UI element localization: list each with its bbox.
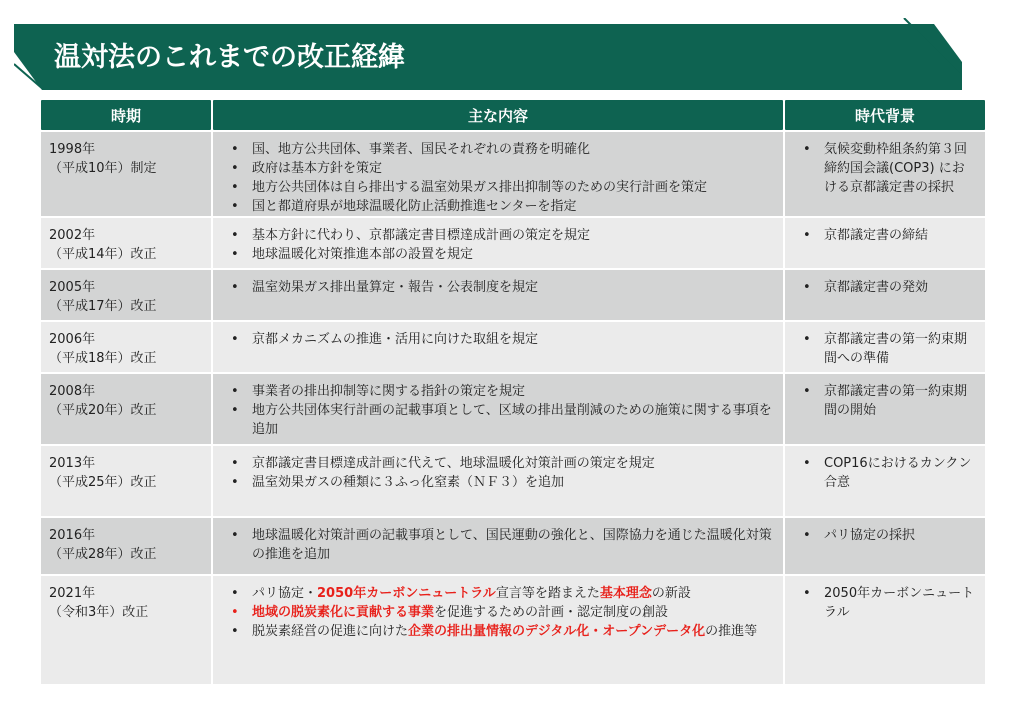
contents-list bbox=[221, 226, 775, 264]
background-list bbox=[793, 382, 977, 420]
period-cell bbox=[41, 374, 211, 444]
table-header-row bbox=[41, 100, 985, 130]
bullet-icon: • bbox=[231, 586, 239, 601]
table-row bbox=[41, 374, 985, 444]
background-item bbox=[793, 584, 977, 622]
contents-text: の推進等 bbox=[705, 624, 758, 639]
period-year: 2005年 bbox=[49, 280, 96, 295]
contents-item bbox=[221, 622, 775, 641]
bullet-icon: • bbox=[231, 403, 239, 418]
background-cell bbox=[785, 518, 985, 574]
period-era: （平成10年）制定 bbox=[49, 161, 157, 176]
background-list bbox=[793, 454, 977, 492]
contents-item bbox=[221, 584, 775, 603]
period-cell bbox=[41, 132, 211, 216]
background-item bbox=[793, 226, 977, 245]
bullet-icon: • bbox=[803, 586, 811, 601]
bullet-icon: • bbox=[231, 384, 239, 399]
bullet-icon: • bbox=[803, 384, 811, 399]
background-text: 2050年カーボンニュートラル bbox=[824, 586, 975, 620]
period-year: 2016年 bbox=[49, 528, 96, 543]
background-cell bbox=[785, 322, 985, 372]
contents-list bbox=[221, 140, 775, 216]
bullet-icon: • bbox=[231, 142, 239, 157]
highlighted-text: 企業の排出量情報のデジタル化・オープンデータ化 bbox=[408, 624, 706, 639]
bullet-icon: • bbox=[231, 605, 239, 620]
contents-text: を促進するための計画・認定制度の創設 bbox=[434, 605, 669, 620]
bullet-icon: • bbox=[231, 161, 239, 176]
contents-item bbox=[221, 603, 775, 622]
contents-text: 事業者の排出抑制等に関する指針の策定を規定 bbox=[252, 384, 526, 399]
highlighted-text: 2050年カーボンニュートラル bbox=[317, 586, 496, 601]
period-era: （平成14年）改正 bbox=[49, 247, 157, 262]
contents-item bbox=[221, 278, 775, 297]
background-text: 気候変動枠組条約第３回締約国会議(COP3) における京都議定書の採択 bbox=[824, 142, 968, 195]
background-list bbox=[793, 584, 977, 622]
contents-item bbox=[221, 526, 775, 564]
contents-item bbox=[221, 178, 775, 197]
bullet-icon: • bbox=[231, 247, 239, 262]
background-item bbox=[793, 278, 977, 297]
table-body bbox=[41, 132, 985, 684]
background-list bbox=[793, 226, 977, 245]
background-item bbox=[793, 330, 977, 368]
contents-list bbox=[221, 382, 775, 439]
contents-cell bbox=[213, 518, 783, 574]
contents-text: 京都議定書目標達成計画に代えて、地球温暖化対策計画の策定を規定 bbox=[252, 456, 655, 471]
background-item bbox=[793, 382, 977, 420]
period-cell bbox=[41, 218, 211, 268]
contents-item bbox=[221, 159, 775, 178]
table-row bbox=[41, 270, 985, 320]
period-year: 2002年 bbox=[49, 228, 96, 243]
period-era: （平成25年）改正 bbox=[49, 475, 157, 490]
contents-text: 国、地方公共団体、事業者、国民それぞれの責務を明確化 bbox=[252, 142, 591, 157]
contents-text: 温室効果ガス排出量算定・報告・公表制度を規定 bbox=[252, 280, 539, 295]
contents-item bbox=[221, 140, 775, 159]
period-cell bbox=[41, 322, 211, 372]
contents-text: 宣言等を踏まえた bbox=[495, 586, 600, 601]
background-text: パリ協定の採択 bbox=[824, 528, 916, 543]
bullet-icon: • bbox=[231, 199, 239, 214]
background-list bbox=[793, 330, 977, 368]
contents-item bbox=[221, 197, 775, 216]
contents-cell bbox=[213, 218, 783, 268]
contents-item bbox=[221, 330, 775, 349]
period-year: 2006年 bbox=[49, 332, 96, 347]
period-cell bbox=[41, 518, 211, 574]
header-background: 時代背景 bbox=[785, 100, 985, 130]
highlighted-text: 基本理念 bbox=[599, 586, 652, 601]
table-row bbox=[41, 576, 985, 684]
contents-cell bbox=[213, 322, 783, 372]
background-cell bbox=[785, 446, 985, 516]
contents-text: 京都メカニズムの推進・活用に向けた取組を規定 bbox=[252, 332, 539, 347]
contents-cell bbox=[213, 132, 783, 216]
period-cell bbox=[41, 270, 211, 320]
contents-text: 地球温暖化対策推進本部の設置を規定 bbox=[252, 247, 474, 262]
background-cell bbox=[785, 132, 985, 216]
background-cell bbox=[785, 270, 985, 320]
contents-text: の新設 bbox=[651, 586, 691, 601]
period-year: 2013年 bbox=[49, 456, 96, 471]
background-item bbox=[793, 140, 977, 197]
period-cell bbox=[41, 446, 211, 516]
bullet-icon: • bbox=[231, 624, 239, 639]
bullet-icon: • bbox=[231, 456, 239, 471]
table-row bbox=[41, 446, 985, 516]
period-era: （平成20年）改正 bbox=[49, 403, 157, 418]
period-era: （平成17年）改正 bbox=[49, 299, 157, 314]
contents-text: パリ協定・ bbox=[252, 586, 318, 601]
bullet-icon: • bbox=[231, 280, 239, 295]
table-row bbox=[41, 322, 985, 372]
contents-text: 温室効果ガスの種類に３ふっ化窒素（ＮＦ３）を追加 bbox=[252, 475, 565, 490]
contents-item bbox=[221, 245, 775, 264]
contents-cell bbox=[213, 270, 783, 320]
contents-list bbox=[221, 526, 775, 564]
period-era: （令和3年）改正 bbox=[49, 605, 149, 620]
bullet-icon: • bbox=[803, 332, 811, 347]
table-row bbox=[41, 218, 985, 268]
bullet-icon: • bbox=[231, 180, 239, 195]
contents-list bbox=[221, 584, 775, 641]
contents-text: 国と都道府県が地球温暖化防止活動推進センターを指定 bbox=[252, 199, 577, 214]
contents-text: 地球温暖化対策計画の記載事項として、国民運動の強化と、国際協力を通じた温暖化対策の推進を追加 bbox=[252, 528, 772, 562]
contents-item bbox=[221, 382, 775, 401]
header-contents: 主な内容 bbox=[213, 100, 783, 130]
bullet-icon: • bbox=[231, 528, 239, 543]
background-item bbox=[793, 454, 977, 492]
highlighted-text: 地域の脱炭素化に貢献する事業 bbox=[252, 605, 435, 620]
contents-item bbox=[221, 226, 775, 245]
background-text: 京都議定書の第一約束期間への準備 bbox=[824, 332, 968, 366]
page-title: 温対法のこれまでの改正経緯 bbox=[54, 42, 405, 73]
contents-text: 政府は基本方針を策定 bbox=[252, 161, 383, 176]
background-list bbox=[793, 278, 977, 297]
contents-text: 地方公共団体は自ら排出する温室効果ガス排出抑制等のための実行計画を策定 bbox=[252, 180, 708, 195]
contents-text: 地方公共団体実行計画の記載事項として、区域の排出量削減のための施策に関する事項を追加 bbox=[252, 403, 772, 437]
table-row bbox=[41, 518, 985, 574]
background-text: COP16におけるカンクン合意 bbox=[824, 456, 972, 490]
bullet-icon: • bbox=[231, 332, 239, 347]
contents-item bbox=[221, 401, 775, 439]
contents-cell bbox=[213, 446, 783, 516]
period-year: 2008年 bbox=[49, 384, 96, 399]
contents-item bbox=[221, 454, 775, 473]
amendment-history-table bbox=[39, 98, 987, 686]
period-era: （平成18年）改正 bbox=[49, 351, 157, 366]
background-text: 京都議定書の締結 bbox=[824, 228, 929, 243]
contents-item bbox=[221, 473, 775, 492]
header-period: 時期 bbox=[41, 100, 211, 130]
contents-list bbox=[221, 278, 775, 297]
period-year: 2021年 bbox=[49, 586, 96, 601]
period-era: （平成28年）改正 bbox=[49, 547, 157, 562]
bullet-icon: • bbox=[803, 456, 811, 471]
contents-text: 基本方針に代わり、京都議定書目標達成計画の策定を規定 bbox=[252, 228, 591, 243]
period-cell bbox=[41, 576, 211, 684]
contents-list bbox=[221, 330, 775, 349]
contents-list bbox=[221, 454, 775, 492]
background-cell bbox=[785, 576, 985, 684]
background-text: 京都議定書の発効 bbox=[824, 280, 929, 295]
background-item bbox=[793, 526, 977, 545]
contents-text: 脱炭素経営の促進に向けた bbox=[252, 624, 409, 639]
bullet-icon: • bbox=[231, 475, 239, 490]
background-list bbox=[793, 140, 977, 197]
bullet-icon: • bbox=[803, 142, 811, 157]
bullet-icon: • bbox=[803, 528, 811, 543]
background-text: 京都議定書の第一約束期間の開始 bbox=[824, 384, 968, 418]
bullet-icon: • bbox=[803, 228, 811, 243]
title-banner bbox=[14, 18, 962, 90]
background-cell bbox=[785, 218, 985, 268]
bullet-icon: • bbox=[803, 280, 811, 295]
background-cell bbox=[785, 374, 985, 444]
contents-cell bbox=[213, 374, 783, 444]
period-year: 1998年 bbox=[49, 142, 96, 157]
contents-cell bbox=[213, 576, 783, 684]
table-row bbox=[41, 132, 985, 216]
bullet-icon: • bbox=[231, 228, 239, 243]
background-list bbox=[793, 526, 977, 545]
